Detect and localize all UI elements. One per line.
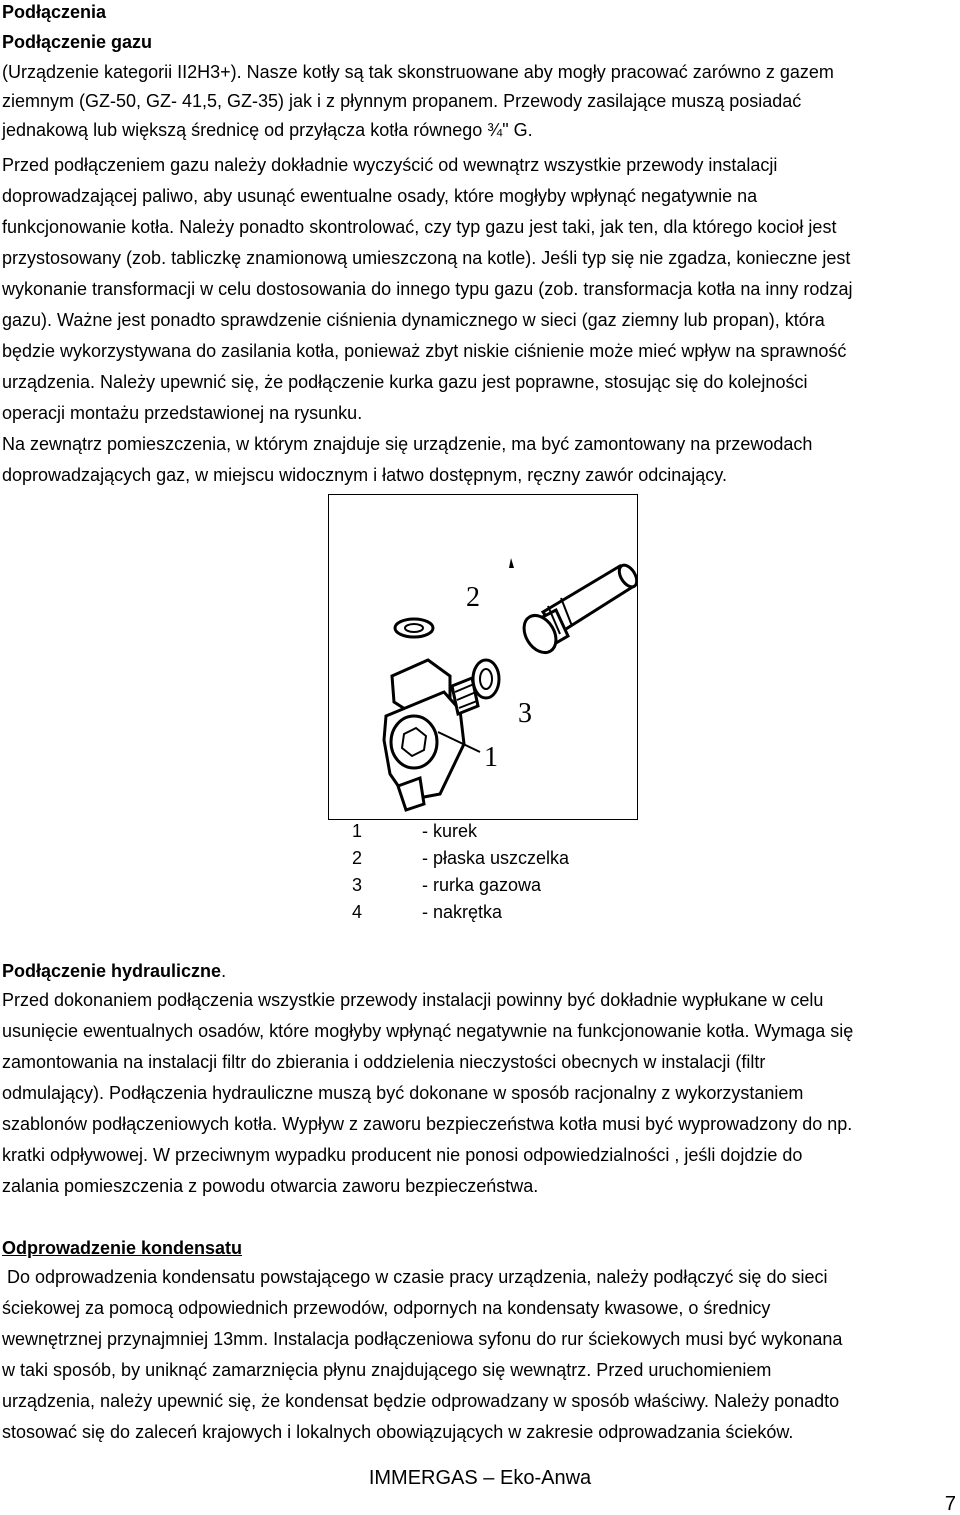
text-line: Przed dokonaniem podłączenia wszystkie przewody instalacji powinny być dokładnie wypłukane w celu	[2, 990, 824, 1010]
gas-body	[2, 150, 958, 491]
legend-number: 4	[352, 902, 363, 922]
legend-number: 3	[352, 875, 363, 895]
text-line: funkcjonowanie kotła. Należy ponadto skontrolować, czy typ gazu jest taki, jak ten, dla którego kocioł jest	[2, 217, 837, 237]
legend-text: - nakrętka	[422, 902, 503, 922]
page-footer: IMMERGAS – Eko-Anwa	[368, 1467, 592, 1489]
text-line: usunięcie ewentualnych osadów, które mogłyby wpłynąć negatywnie na funkcjonowanie kotła. Wymaga się	[2, 1021, 854, 1041]
frame-border	[328, 494, 638, 820]
text-line: Na zewnątrz pomieszczenia, w którym znajduje się urządzenie, ma być zamontowany na przewodach	[2, 434, 813, 454]
text-line: Przed podłączeniem gazu należy dokładnie wyczyścić od wewnątrz wszystkie przewody instalacji	[2, 155, 778, 175]
legend-number: 1	[352, 821, 363, 841]
text-line: kratki odpływowej. W przeciwnym wypadku producent nie ponosi odpowiedzialności , jeśli dojdzie do	[2, 1145, 803, 1165]
condensate-section-title: Odprowadzenie kondensatu	[2, 1238, 243, 1258]
legend-text: - kurek	[422, 821, 478, 841]
text-line: urządzenia, należy upewnić się, że kondensat będzie odprowadzany w sposób właściwy. Należy ponadto	[2, 1391, 840, 1411]
gas-intro	[2, 58, 958, 145]
callout-label-3: 3	[518, 698, 532, 729]
callout-label-1: 1	[484, 742, 498, 773]
hydraulic-section-heading	[2, 961, 958, 981]
legend-number: 2	[352, 848, 363, 868]
legend-row	[352, 845, 652, 872]
text-line: jednakową lub większą średnicę od przyłącza kotła równego ¾" G.	[2, 120, 533, 140]
hydraulic-title-period: .	[221, 961, 227, 981]
text-line: urządzenia. Należy upewnić się, że podłączenie kurka gazu jest poprawne, stosując się do kolejności	[2, 372, 808, 392]
hydraulic-section-title: Podłączenie hydrauliczne	[2, 961, 222, 981]
gas-valve-assembly-figure	[328, 494, 638, 820]
text-line: stosować się do zaleceń krajowych i lokalnych obowiązujących w zakresie odprowadzania ścieków.	[2, 1422, 794, 1442]
text-line: ściekowej za pomocą odpowiednich przewodów, odpornych na kondensaty kwasowe, o średnicy	[2, 1298, 771, 1318]
legend-row	[352, 899, 652, 926]
text-line: operacji montażu przedstawionej na rysunku.	[2, 403, 363, 423]
text-line: w taki sposób, by uniknąć zamarznięcia płynu znajdującego się wewnątrz. Przed uruchomieniem	[2, 1360, 772, 1380]
text-line: ziemnym (GZ-50, GZ- 41,5, GZ-35) jak i z płynnym propanem. Przewody zasilające muszą posiadać	[2, 91, 802, 111]
text-line: (Urządzenie kategorii II2H3+). Nasze kotły są tak skonstruowane aby mogły pracować zarówno z gazem	[2, 62, 834, 82]
gas-section-title: Podłączenie gazu	[2, 32, 153, 52]
page-title: Podłączenia	[2, 2, 107, 22]
legend-text: - płaska uszczelka	[422, 848, 570, 868]
hydraulic-body	[2, 985, 958, 1202]
text-line: gazu). Ważne jest ponadto sprawdzenie ciśnienia dynamicznego w sieci (gaz ziemny lub propan), która	[2, 310, 825, 330]
text-line: doprowadzającej paliwo, aby usunąć ewentualne osady, które mogłyby wpłynąć negatywnie na	[2, 186, 758, 206]
legend-row	[352, 818, 652, 845]
text-line: doprowadzających gaz, w miejscu widocznym i łatwo dostępnym, ręczny zawór odcinający.	[2, 465, 727, 485]
text-line: wewnętrznej przynajmniej 13mm. Instalacja podłączeniowa syfonu do rur ściekowych musi być wykonana	[2, 1329, 843, 1349]
text-line: szablonów podłączeniowych kotła. Wypływ z zaworu bezpieczeństwa kotła musi być wyprowadzony do np.	[2, 1114, 853, 1134]
text-line: zalania pomieszczenia z powodu otwarcia zaworu bezpieczeństwa.	[2, 1176, 539, 1196]
page-number: 7	[944, 1493, 956, 1515]
callout-label-2: 2	[466, 582, 480, 613]
text-line: odmulający). Podłączenia hydrauliczne muszą być dokonane w sposób racjonalny z wykorzystaniem	[2, 1083, 804, 1103]
text-line: wykonanie transformacji w celu dostosowania do innego typu gazu (zob. transformacja kotła na inny rodzaj	[2, 279, 853, 299]
condensate-body	[2, 1262, 958, 1448]
text-line: będzie wykorzystywana do zasilania kotła, ponieważ zbyt niskie ciśnienie może mieć wpływ na sprawność	[2, 341, 847, 361]
text-line: Do odprowadzenia kondensatu powstającego w czasie pracy urządzenia, należy podłączyć się do sieci	[2, 1267, 828, 1287]
text-line: zamontowania na instalacji filtr do zbierania i oddzielenia nieczystości obecnych w instalacji (filtr	[2, 1052, 766, 1072]
legend-text: - rurka gazowa	[422, 875, 542, 895]
text-line: przystosowany (zob. tabliczkę znamionową umieszczoną na kotle). Jeśli typ się nie zgadza, konieczne jest	[2, 248, 851, 268]
legend-row	[352, 872, 652, 899]
figure-legend	[352, 818, 652, 926]
